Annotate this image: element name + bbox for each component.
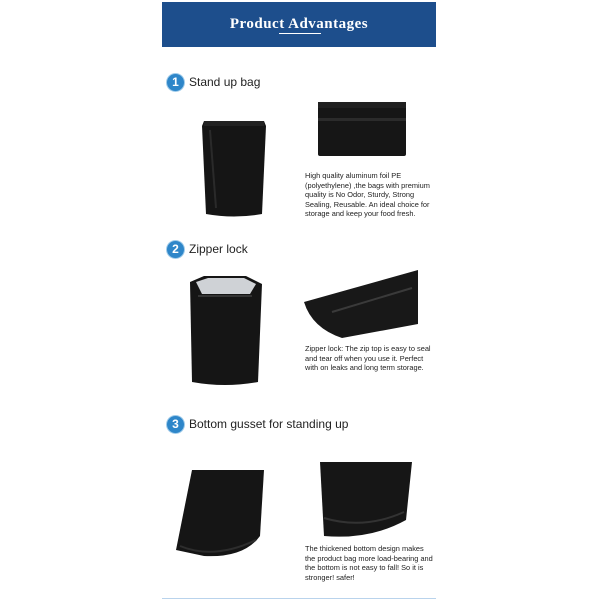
bottom-divider	[162, 598, 436, 599]
zipper-closeup-image	[302, 268, 420, 340]
bottom-gusset-bag-image	[174, 466, 266, 560]
bag-top-closeup-image	[316, 100, 408, 158]
title-underline	[279, 33, 321, 34]
stand-up-bag-image	[200, 118, 268, 220]
section-3-title: Bottom gusset for standing up	[189, 417, 349, 431]
number-badge-1: 1	[167, 74, 184, 91]
section-3-description: The thickened bottom design makes the product bag more load-bearing and the bottom is not easy to fall! So it is stronger! safer!	[305, 544, 433, 582]
section-2-title: Zipper lock	[189, 242, 248, 256]
section-2-description: Zipper lock: The zip top is easy to seal and tear off when you use it. Perfect with on leaks and long term storage.	[305, 344, 431, 373]
gusset-closeup-image	[318, 460, 414, 542]
header-banner	[162, 2, 436, 47]
number-badge-2: 2	[167, 241, 184, 258]
section-1-description: High quality aluminum foil PE (polyethylene) ,the bags with premium quality is No Odor, Sturdy, Strong Sealing, Reusable. An ideal choice for storage and keep your food fresh.	[305, 171, 430, 219]
page-title: Product Advantages	[229, 16, 369, 32]
number-badge-3: 3	[167, 416, 184, 433]
section-1-title: Stand up bag	[189, 75, 261, 89]
open-zipper-bag-image	[184, 272, 266, 390]
